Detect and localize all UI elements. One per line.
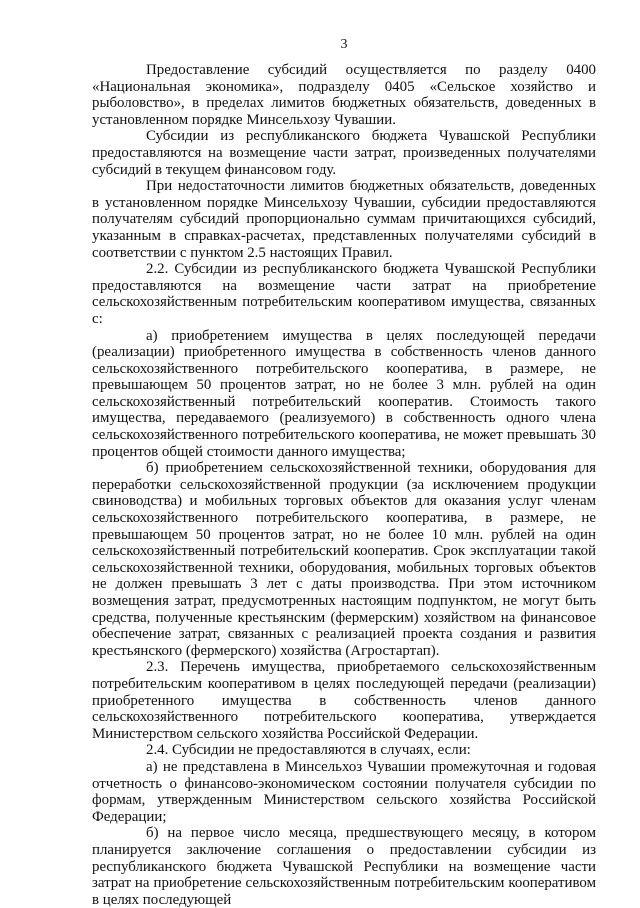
- paragraph-2-4: 2.4. Субсидии не предоставляются в случаях, если:: [146, 742, 471, 759]
- paragraph-2-4-a: а) не представлена в Минсельхоз Чувашии промежуточная и годовая отчетность о финансово-экономическом состоянии получателя субсидии по формам, утвержденным Министерством сельского хозяйства Российской Федерации;: [92, 758, 596, 825]
- paragraph-2-2: 2.2. Субсидии из республиканского бюджета Чувашской Республики предоставляются на возмещение части затрат на приобретение сельскохозяйственным потребительским кооперативом имущества, связанных с:: [92, 261, 596, 327]
- paragraph-2-4-b: б) на первое число месяца, предшествующего месяцу, в котором планируется заключение соглашения о предоставлении субсидии из республиканского бюджета Чувашской Республики на возмещение части затрат на приобретение сельскохозяйственным потребительским кооперативом в целях последующей: [92, 825, 596, 908]
- paragraph-funding-section: Предоставление субсидий осуществляется по разделу 0400 «Национальная экономика», подразделу 0405 «Сельское хозяйство и рыболовство», в пределах лимитов бюджетных обязательств, доведенных в установленном порядке Минсельхозу Чувашии.: [92, 62, 596, 128]
- paragraph-insufficient-limits: При недостаточности лимитов бюджетных обязательств, доведенных в установленном порядке Минсельхозу Чувашии, субсидии предоставляются получателям субсидий пропорционально суммам причитающихся субсидий, указанным в справках-расчетах, представленных получателями субсидий в соответствии с пунктом 2.5 настоящих Правил.: [92, 178, 596, 261]
- page-number: 3: [340, 37, 348, 52]
- paragraph-2-2-b: б) приобретением сельскохозяйственной техники, оборудования для переработки сельскохозяйственной продукции (за исключением продукции свиноводства) и мобильных торговых объектов для оказания услуг членам сельскохозяйственного потребительского кооператива, в размере, не превышающем 50 процентов затрат, но не более 10 млн. рублей на один сельскохозяйственный потребительский кооператив. Срок эксплуатации такой сельскохозяйственной техники, оборудования, мобильных торговых объектов не должен превышать 3 лет с даты производства. При этом источником возмещения затрат, предусмотренных настоящим подпунктом, не могут быть средства, полученные крестьянским (фермерским) хозяйством на финансовое обеспечение затрат, связанных с реализацией проекта создания и развития крестьянского (фермерского) хозяйства (Агростартап).: [92, 460, 596, 659]
- paragraph-subsidy-purpose: Субсидии из республиканского бюджета Чувашской Республики предоставляются на возмещение части затрат, произведенных получателями субсидий в текущем финансовом году.: [92, 128, 596, 178]
- paragraph-2-2-a: а) приобретением имущества в целях последующей передачи (реализации) приобретенного имущества в собственность членов данного сельскохозяйственного потребительского кооператива, в размере, не превышающем 50 процентов затрат, но не более 3 млн. рублей на один сельскохозяйственный потребительский кооператив. Стоимость такого имущества, передаваемого (реализуемого) в собственность одного члена сельскохозяйственного потребительского кооператива, не может превышать 30 процентов общей стоимости данного имущества;: [92, 327, 596, 460]
- paragraph-2-3: 2.3. Перечень имущества, приобретаемого сельскохозяйственным потребительским кооперативом в целях последующей передачи (реализации) приобретенного имущества в собственность членов данного сельскохозяйственного потребительского кооператива, утверждается Министерством сельского хозяйства Российской Федерации.: [92, 659, 596, 742]
